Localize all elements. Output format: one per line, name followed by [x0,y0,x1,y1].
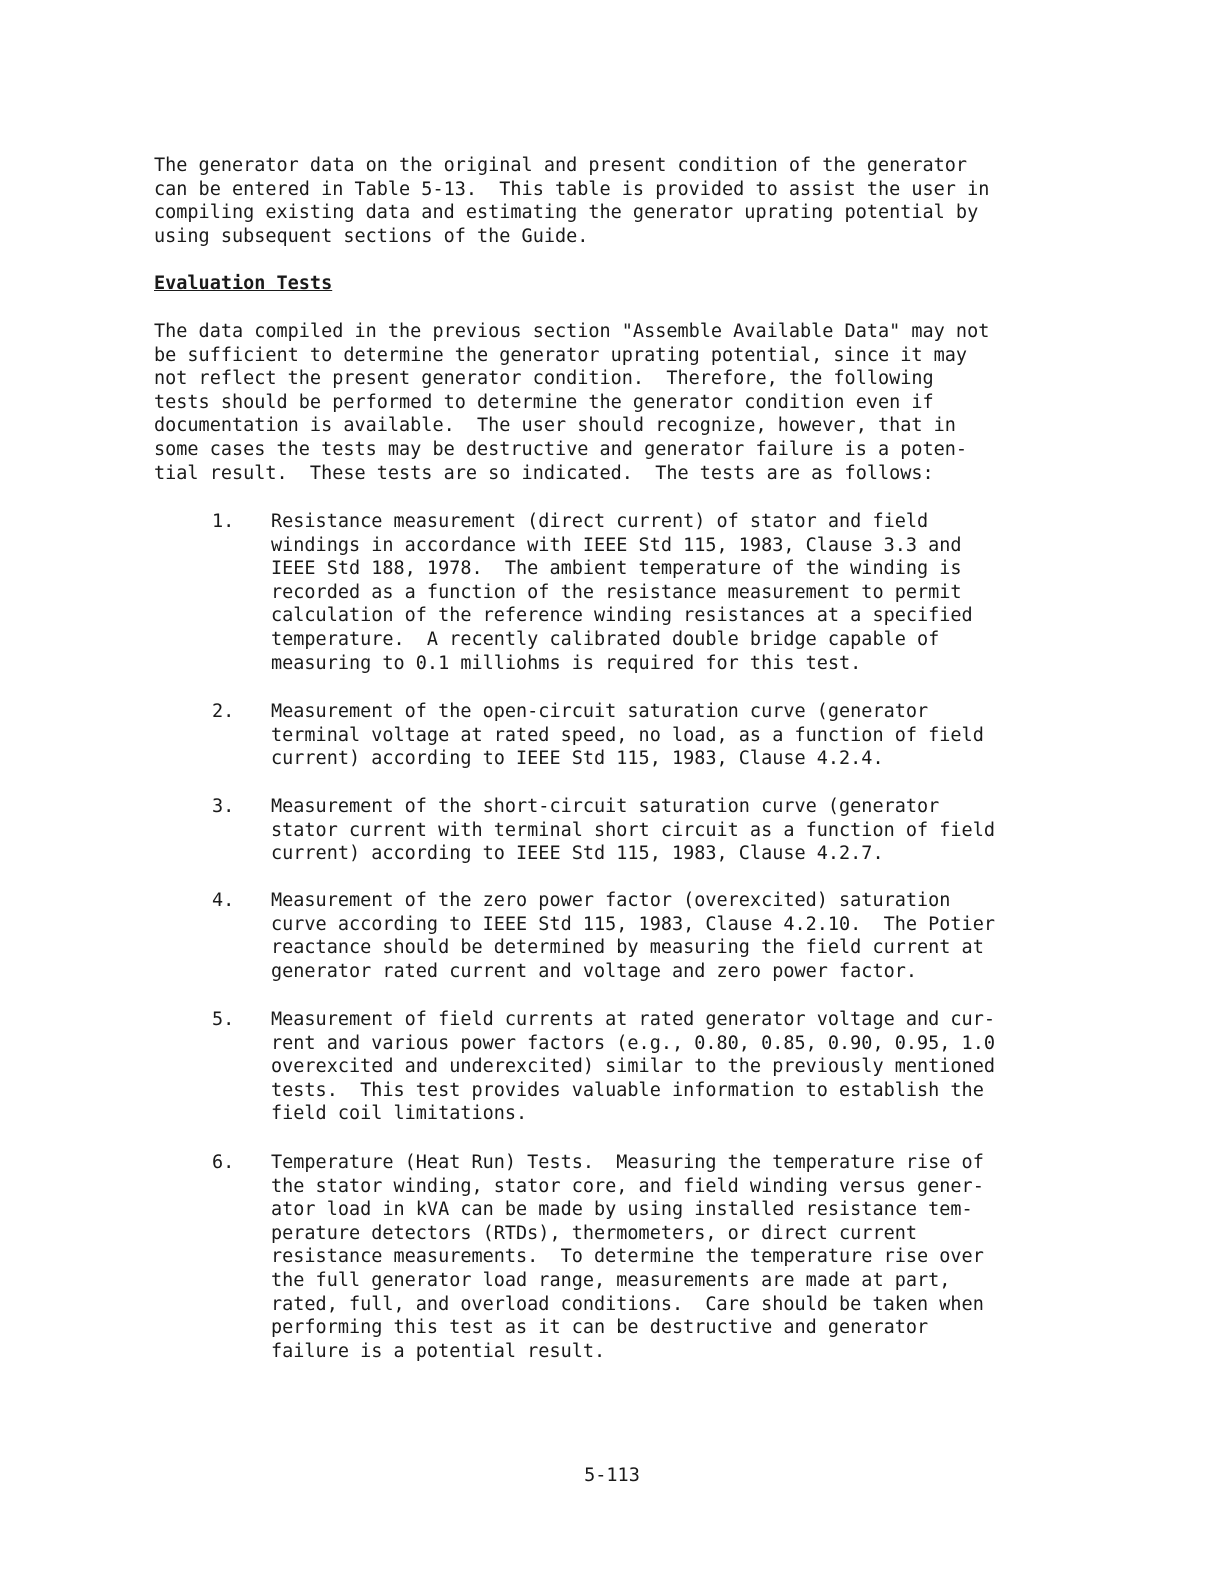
list-item-text: Temperature (Heat Run) Tests. Measuring the temperature rise of the stator winding, stator core, and field winding versus gener- ator load in kVA can be made by using installed resistance tem- perature detectors (RTDs), thermometers, or direct current resistance measurements. To determine the temperature rise over the full generator load range, measurements are made at part, rated, full, and overload conditions. Care should be taken when performing this test as it can be destructive and generator failure is a potential result. [271,1152,984,1362]
list-item-text: Measurement of the short-circuit saturation curve (generator stator current with terminal short circuit as a function of field current) according to IEEE Std 115, 1983, Clause 4.2.7. [271,796,995,865]
section-heading: Evaluation Tests [154,273,333,294]
list-item-number: 1. [212,511,235,532]
list-item-number: 2. [212,701,235,722]
list-item-number: 3. [212,796,235,817]
list-item-number: 4. [212,890,235,911]
page-number: 5-113 [584,1465,640,1486]
list-item-text: Measurement of the open-circuit saturation curve (generator terminal voltage at rated speed, no load, as a function of field current) according to IEEE Std 115, 1983, Clause 4.2.4. [271,701,984,770]
list-item-text: Measurement of field currents at rated generator voltage and cur- rent and various power factors (e.g., 0.80, 0.85, 0.90, 0.95, 1.0 overexcited and underexcited) similar to the previously mentioned tests. This test provides valuable information to establish the field coil limitations. [271,1009,995,1125]
list-item-number: 6. [212,1152,235,1173]
section-paragraph: The data compiled in the previous section "Assemble Available Data" may not be sufficient to determine the generator uprating potential, since it may not reflect the present generator condition. Therefore, the following tests should be performed to determine the generator condition even if documentation is available. The user should recognize, however, that in some cases the tests may be destructive and generator failure is a poten- tial result. These tests are so indicated. The tests are as follows: [154,321,990,484]
list-item-number: 5. [212,1009,235,1030]
intro-paragraph: The generator data on the original and present condition of the generator can be entered in Table 5-13. This table is provided to assist the user in compiling existing data and estimating the generator uprating potential by using subsequent sections of the Guide. [154,155,990,247]
list-item-text: Resistance measurement (direct current) of stator and field windings in accordance with IEEE Std 115, 1983, Clause 3.3 and IEEE Std 188, 1978. The ambient temperature of the winding is recorded as a function of the resistance measurement to permit calculation of the reference winding resistances at a specified temperature. A recently calibrated double bridge capable of measuring to 0.1 milliohms is required for this test. [271,511,973,674]
list-item-text: Measurement of the zero power factor (overexcited) saturation curve according to IEEE Std 115, 1983, Clause 4.2.10. The Potier reactance should be determined by measuring the field current at generator rated current and voltage and zero power factor. [271,890,995,982]
